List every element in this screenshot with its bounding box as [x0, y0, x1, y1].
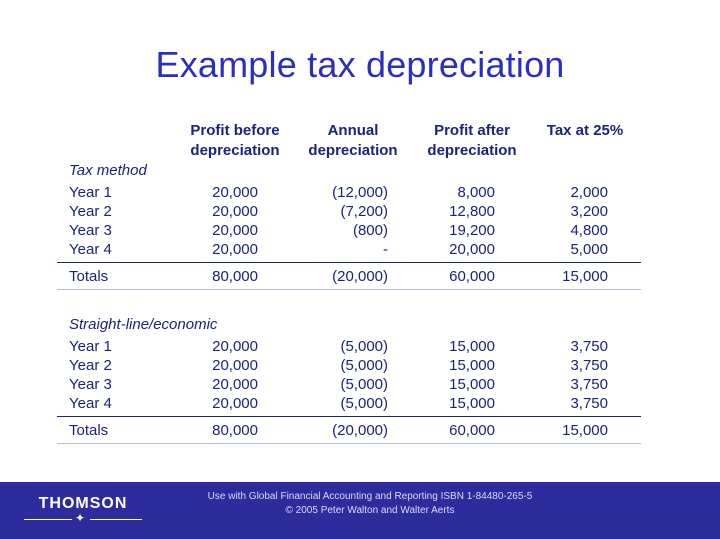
header-profit-before-line2: depreciation	[190, 142, 280, 159]
logo-rule-right	[90, 519, 142, 520]
cell-profit-after: 12,800	[449, 203, 495, 220]
cell-profit-after: 15,000	[449, 376, 495, 393]
cell-tax: 3,750	[570, 395, 608, 412]
totals-divider	[57, 416, 641, 417]
header-profit-after-line2: depreciation	[427, 142, 517, 159]
cell-tax: 3,200	[570, 203, 608, 220]
table-row	[0, 395, 720, 415]
cell-profit-after: 15,000	[449, 338, 495, 355]
cell-profit-before: 20,000	[212, 222, 258, 239]
cell-profit-after: 15,000	[449, 357, 495, 374]
row-label: Year 2	[69, 357, 112, 374]
thomson-logo	[24, 495, 142, 527]
header-tax	[533, 121, 637, 141]
total-profit-before: 80,000	[212, 422, 258, 439]
totals-label: Totals	[69, 422, 109, 439]
table-row	[0, 222, 720, 242]
cell-profit-after: 20,000	[449, 241, 495, 258]
table-row	[0, 241, 720, 261]
row-label: Year 4	[69, 395, 112, 412]
footer-bar	[0, 482, 720, 539]
cell-profit-before: 20,000	[212, 395, 258, 412]
section-label-tax-method: Tax method	[69, 162, 147, 179]
cell-depreciation: (800)	[352, 222, 388, 239]
header-annual-depreciation	[298, 121, 408, 161]
table-row	[0, 357, 720, 377]
cell-depreciation: -	[383, 241, 388, 258]
row-label: Year 1	[69, 338, 112, 355]
table-row	[0, 376, 720, 396]
header-profit-before	[180, 121, 290, 161]
total-depreciation: (20,000)	[332, 422, 388, 439]
row-label: Year 1	[69, 184, 112, 201]
star-icon: ✦	[75, 511, 86, 525]
totals-row	[0, 422, 720, 442]
cell-profit-after: 15,000	[449, 395, 495, 412]
cell-profit-before: 20,000	[212, 376, 258, 393]
table-row	[0, 203, 720, 223]
row-label: Year 4	[69, 241, 112, 258]
footer-isbn-line: Use with Global Financial Accounting and Reporting ISBN 1-84480-265-5	[207, 491, 533, 502]
totals-row	[0, 268, 720, 288]
cell-depreciation: (5,000)	[340, 376, 388, 393]
total-profit-after: 60,000	[449, 422, 495, 439]
header-annual-line2: depreciation	[308, 142, 398, 159]
total-tax: 15,000	[562, 422, 608, 439]
table-row	[0, 338, 720, 358]
cell-tax: 3,750	[570, 338, 608, 355]
cell-depreciation: (7,200)	[340, 203, 388, 220]
cell-depreciation: (12,000)	[332, 184, 388, 201]
header-annual-line1: Annual	[327, 122, 379, 139]
logo-rule-left	[24, 519, 72, 520]
header-tax-line1: Tax at 25%	[546, 122, 624, 139]
row-label: Year 2	[69, 203, 112, 220]
cell-tax: 5,000	[570, 241, 608, 258]
cell-depreciation: (5,000)	[340, 357, 388, 374]
cell-profit-after: 8,000	[457, 184, 495, 201]
total-profit-before: 80,000	[212, 268, 258, 285]
total-profit-after: 60,000	[449, 268, 495, 285]
section-divider	[57, 289, 641, 290]
cell-depreciation: (5,000)	[340, 338, 388, 355]
row-label: Year 3	[69, 376, 112, 393]
cell-profit-before: 20,000	[212, 241, 258, 258]
table-row	[0, 184, 720, 204]
cell-profit-before: 20,000	[212, 357, 258, 374]
cell-profit-before: 20,000	[212, 203, 258, 220]
cell-profit-after: 19,200	[449, 222, 495, 239]
total-depreciation: (20,000)	[332, 268, 388, 285]
section-label-straight-line: Straight-line/economic	[69, 316, 218, 333]
header-profit-after	[416, 121, 528, 161]
totals-divider	[57, 262, 641, 263]
cell-profit-before: 20,000	[212, 184, 258, 201]
row-label: Year 3	[69, 222, 112, 239]
header-profit-after-line1: Profit after	[434, 122, 510, 139]
slide-title: Example tax depreciation	[155, 44, 565, 85]
cell-tax: 3,750	[570, 376, 608, 393]
cell-profit-before: 20,000	[212, 338, 258, 355]
cell-depreciation: (5,000)	[340, 395, 388, 412]
section-divider	[57, 443, 641, 444]
footer-copyright-line: © 2005 Peter Walton and Walter Aerts	[285, 505, 455, 516]
header-profit-before-line1: Profit before	[190, 122, 280, 139]
cell-tax: 2,000	[570, 184, 608, 201]
cell-tax: 4,800	[570, 222, 608, 239]
total-tax: 15,000	[562, 268, 608, 285]
logo-text: THOMSON	[38, 495, 128, 512]
cell-tax: 3,750	[570, 357, 608, 374]
totals-label: Totals	[69, 268, 109, 285]
